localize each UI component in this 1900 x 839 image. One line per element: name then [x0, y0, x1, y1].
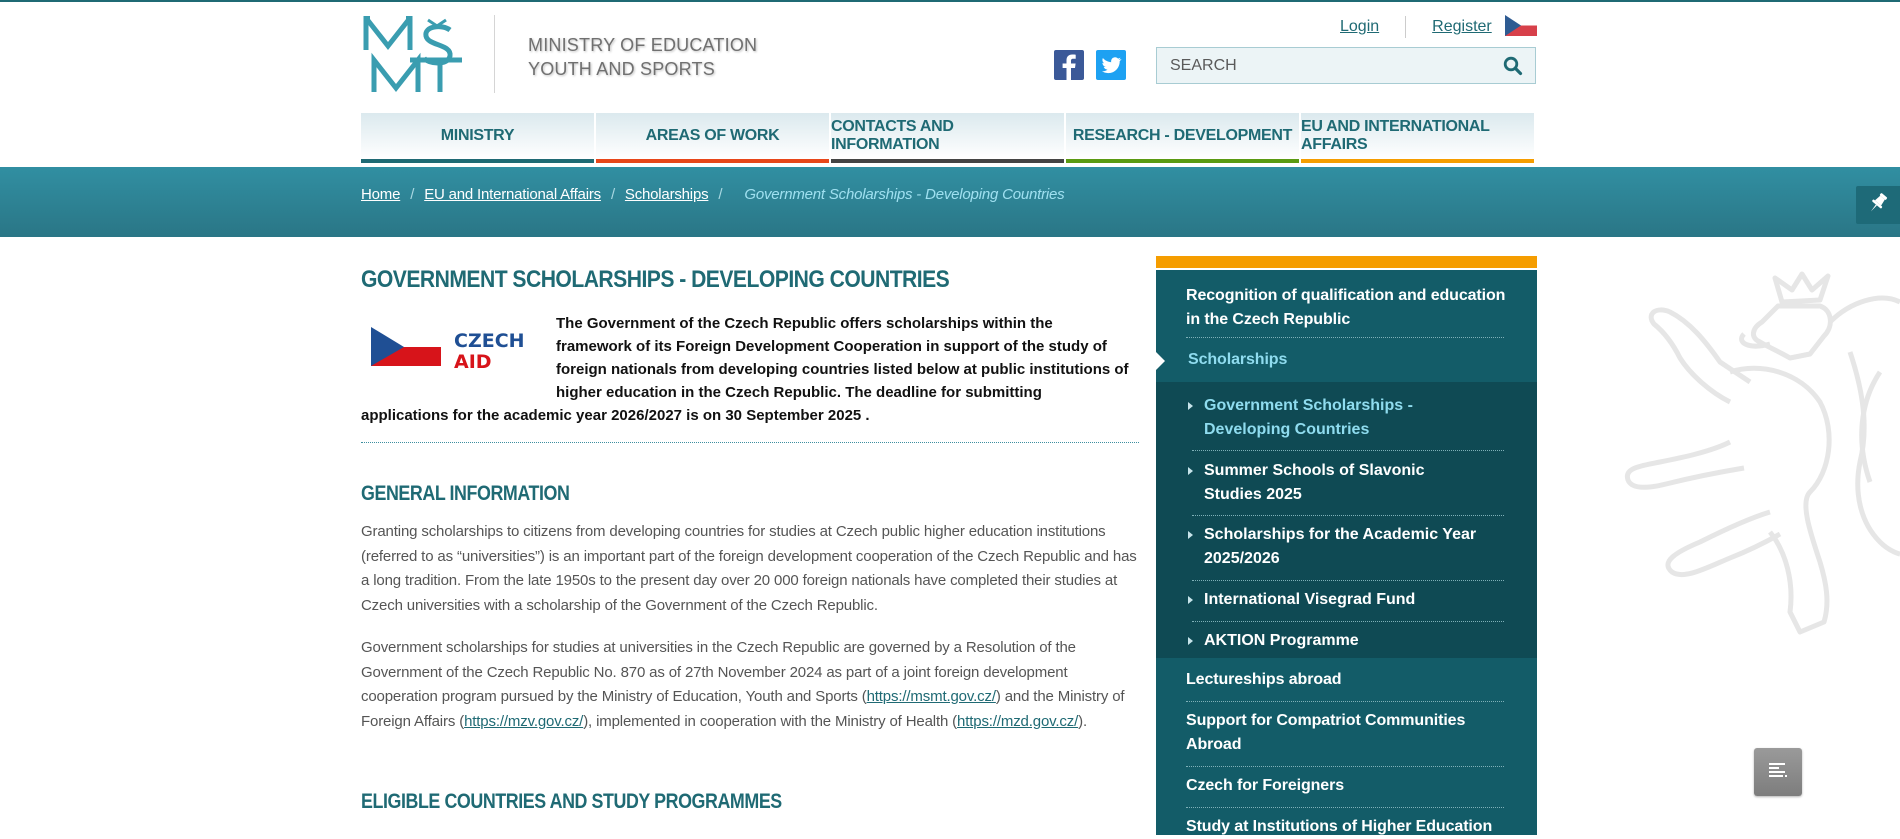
nav-tab-label: MINISTRY [440, 127, 515, 144]
czech-flag-icon[interactable] [1505, 15, 1537, 36]
active-pointer-icon [1156, 352, 1165, 370]
main-nav [361, 113, 1534, 163]
nav-tab-areas-of-work[interactable] [596, 113, 829, 163]
general-info-paragraph: Granting scholarships to citizens from developing countries for studies at Czech public higher education institutions (referred to as “universities”) is an important part of the foreign development cooperation of the Czech Republic and has a long tradition. From the late 1950s to the present day over 20 000 foreign nationals have completed their studies at Czech universities with a scholarship of the Government of the Czech Republic. [361, 523, 1137, 614]
czech-lion-watermark-icon [1610, 262, 1900, 650]
sidebar-item-recognition-of-qualification[interactable]: Recognition of qualification and education in the Czech Republic [1186, 287, 1506, 328]
para-text: ). [1078, 712, 1087, 730]
breadcrumb-eu-and-international-affairs[interactable]: EU and International Affairs [424, 186, 601, 203]
page-title: GOVERNMENT SCHOLARSHIPS - DEVELOPING COUNTRIES [361, 266, 950, 293]
register-link[interactable]: Register [1432, 18, 1492, 35]
sidebar-menu [1156, 270, 1537, 835]
svg-text:CZECH: CZECH [454, 330, 525, 352]
mzv-link[interactable]: https://mzv.gov.cz/ [464, 712, 584, 730]
pin-button[interactable] [1856, 186, 1900, 224]
org-name-line1: MINISTRY OF EDUCATION [528, 35, 758, 55]
breadcrumb [361, 186, 1065, 203]
sidebar-subitem-government-scholarships[interactable]: Government Scholarships - Developing Countries [1204, 397, 1413, 438]
msmt-link[interactable]: https://msmt.gov.cz/ [866, 688, 996, 705]
resolution-paragraph [361, 636, 1141, 734]
sidebar-submenu [1156, 382, 1537, 658]
breadcrumb-separator: / [410, 186, 415, 203]
sidebar-divider [1192, 515, 1504, 516]
para-text: ) and the Ministry of Foreign Affairs ( [361, 688, 1125, 730]
caret-right-icon [1188, 402, 1193, 410]
mzd-link[interactable]: https://mzd.gov.cz/ [957, 712, 1079, 730]
para-text: Government scholarships for studies at universities in the Czech Republic are governed by a Resolution of the Government of the Czech Republic No. 870 as of 27th November 2024 as part of a joint foreign development cooperation program pursued by the Ministry of Education, Youth and Sports ( [361, 639, 1076, 705]
sidebar-divider [1186, 766, 1504, 767]
reader-mode-button[interactable] [1754, 748, 1802, 796]
sidebar-item-compatriot-communities[interactable]: Support for Compatriot Communities Abroad [1186, 712, 1466, 753]
nav-tab-label: CONTACTS AND INFORMATION [831, 118, 954, 153]
search-input[interactable] [1157, 48, 1490, 83]
sidebar-subitem-summer-schools[interactable]: Summer Schools of Slavonic Studies 2025 [1204, 462, 1425, 503]
org-name [528, 33, 757, 81]
org-name-line2: YOUTH AND SPORTS [528, 59, 715, 79]
section-title-eligible-countries: ELIGIBLE COUNTRIES AND STUDY PROGRAMMES [361, 790, 782, 813]
svg-text:AID: AID [454, 351, 492, 373]
caret-right-icon [1188, 596, 1193, 604]
nav-tab-label: AREAS OF WORK [645, 127, 780, 144]
pin-icon [1867, 191, 1889, 220]
sidebar-accent-bar [1156, 256, 1537, 268]
sidebar-divider [1192, 580, 1504, 581]
caret-right-icon [1188, 637, 1193, 645]
link-separator [1405, 16, 1406, 38]
nav-tab-contacts-and-information[interactable] [831, 113, 1064, 163]
section-title-general-information: GENERAL INFORMATION [361, 482, 570, 505]
breadcrumb-current: Government Scholarships - Developing Countries [744, 186, 1065, 203]
nav-tab-ministry[interactable] [361, 113, 594, 163]
nav-tab-research-development[interactable] [1066, 113, 1299, 163]
sidebar-subitem-visegrad-fund[interactable]: International Visegrad Fund [1204, 591, 1416, 608]
caret-right-icon [1188, 531, 1193, 539]
para-text: ), implemented in cooperation with the Ministry of Health ( [583, 712, 958, 730]
czech-aid-logo [361, 312, 556, 404]
breadcrumb-home[interactable]: Home [361, 186, 401, 203]
sidebar-divider [1186, 701, 1504, 702]
sidebar-item-study-at-institutions[interactable]: Study at Institutions of Higher Education [1186, 818, 1493, 835]
lead-paragraph [361, 312, 1131, 427]
nav-tab-label: EU AND INTERNATIONAL AFFAIRS [1301, 118, 1490, 153]
sidebar-divider [1186, 337, 1504, 338]
login-link[interactable]: Login [1340, 18, 1380, 35]
facebook-icon[interactable] [1054, 50, 1084, 80]
sidebar-item-scholarships[interactable]: Scholarships [1188, 351, 1288, 368]
sidebar-divider [1186, 807, 1504, 808]
sidebar-divider [1192, 621, 1504, 622]
caret-right-icon [1188, 467, 1193, 475]
breadcrumb-scholarships[interactable]: Scholarships [624, 186, 709, 203]
nav-tab-eu-and-international-affairs[interactable] [1301, 113, 1534, 163]
search-box [1156, 47, 1536, 84]
breadcrumb-separator: / [718, 186, 723, 203]
nav-tab-label: RESEARCH - DEVELOPMENT [1072, 127, 1293, 144]
sidebar-subitem-academic-year[interactable]: Scholarships for the Academic Year 2025/2026 [1204, 526, 1477, 567]
sidebar-subitem-aktion-programme[interactable]: AKTION Programme [1204, 632, 1359, 649]
sidebar-divider [1192, 450, 1504, 451]
section-divider [361, 442, 1139, 443]
logo-divider [494, 15, 495, 93]
breadcrumb-separator: / [610, 186, 615, 203]
reader-mode-icon [1767, 760, 1789, 785]
search-icon[interactable] [1503, 56, 1523, 76]
sidebar-item-czech-for-foreigners[interactable]: Czech for Foreigners [1186, 777, 1345, 794]
account-links [1340, 16, 1492, 38]
twitter-icon[interactable] [1096, 50, 1126, 80]
msmt-logo[interactable] [362, 16, 470, 94]
top-border [0, 0, 1900, 2]
sidebar-item-lectureships-abroad[interactable]: Lectureships abroad [1186, 671, 1342, 688]
lead-text: The Government of the Czech Republic offers scholarships within the framework of its Foreign Development Cooperation in support of the study of foreign nationals from developing countries listed below at public institutions of higher education in the Czech Republic. The deadline for submitting applications for the academic year 2026/2027 is on 30 September 2025 . [361, 315, 1129, 424]
